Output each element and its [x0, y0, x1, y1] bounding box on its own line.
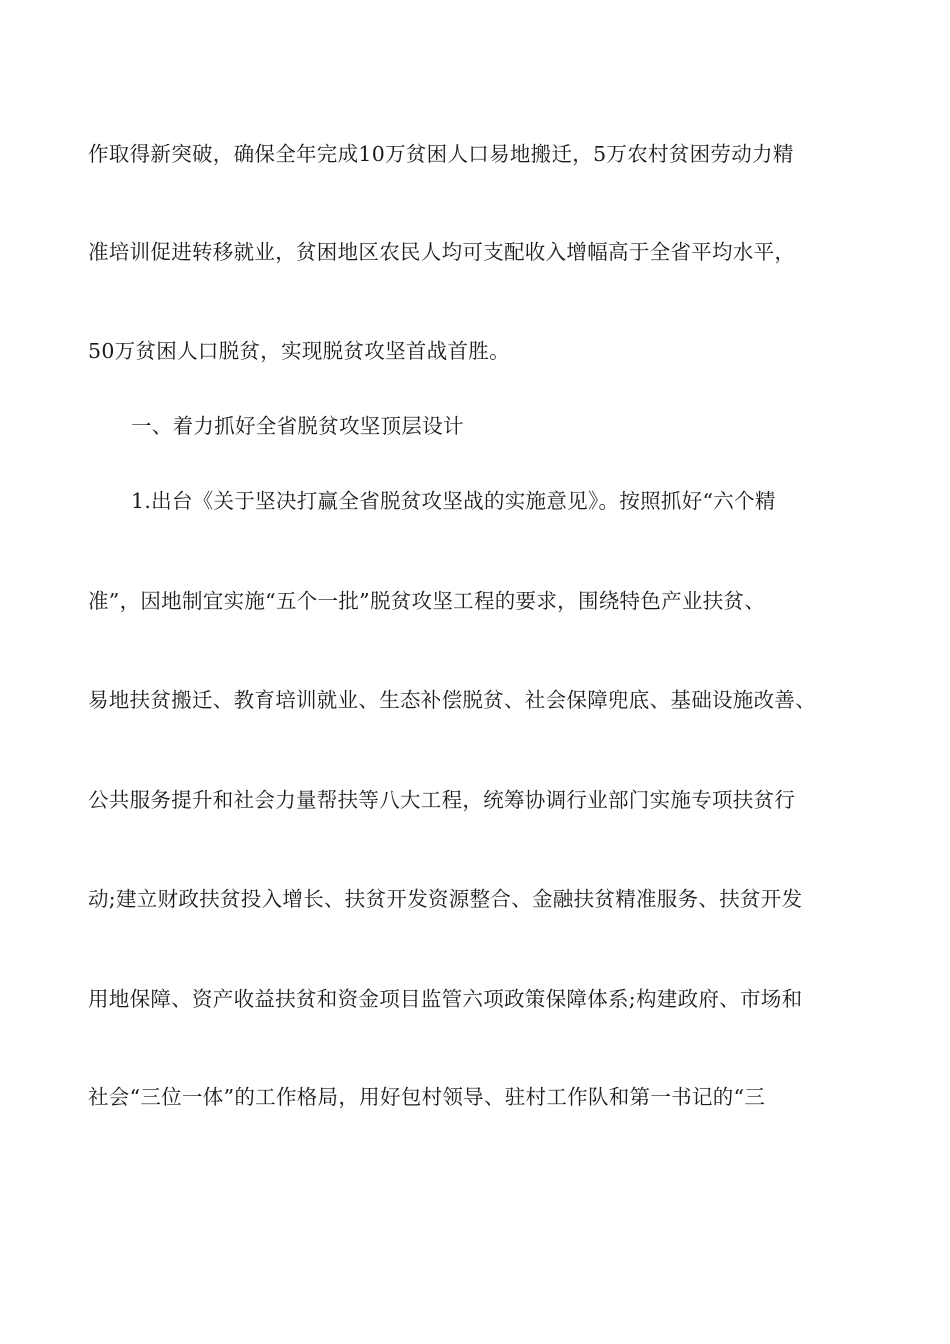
- paragraph-line: 准培训促进转移就业，贫困地区农民人均可支配收入增幅高于全省平均水平，: [88, 240, 796, 264]
- paragraph-line: 动;建立财政扶贫投入增长、扶贫开发资源整合、金融扶贫精准服务、扶贫开发: [88, 887, 803, 911]
- paragraph-line: 公共服务提升和社会力量帮扶等八大工程，统筹协调行业部门实施专项扶贫行: [88, 788, 796, 812]
- paragraph-line: 50万贫困人口脱贫，实现脱贫攻坚首战首胜。: [88, 339, 510, 363]
- section-heading: 一、着力抓好全省脱贫攻坚顶层设计: [131, 414, 464, 438]
- paragraph-line: 用地保障、资产收益扶贫和资金项目监管六项政策保障体系;构建政府、市场和: [88, 987, 803, 1011]
- paragraph-line: 易地扶贫搬迁、教育培训就业、生态补偿脱贫、社会保障兜底、基础设施改善、: [88, 688, 816, 712]
- paragraph-line: 作取得新突破，确保全年完成10万贫困人口易地搬迁，5万农村贫困劳动力精: [88, 142, 794, 166]
- paragraph-line: 1.出台《关于坚决打赢全省脱贫攻坚战的实施意见》。按照抓好“六个精: [131, 489, 776, 513]
- paragraph-line: 社会“三位一体”的工作格局，用好包村领导、驻村工作队和第一书记的“三: [88, 1085, 766, 1109]
- paragraph-line: 准”，因地制宜实施“五个一批”脱贫攻坚工程的要求，围绕特色产业扶贫、: [88, 589, 766, 613]
